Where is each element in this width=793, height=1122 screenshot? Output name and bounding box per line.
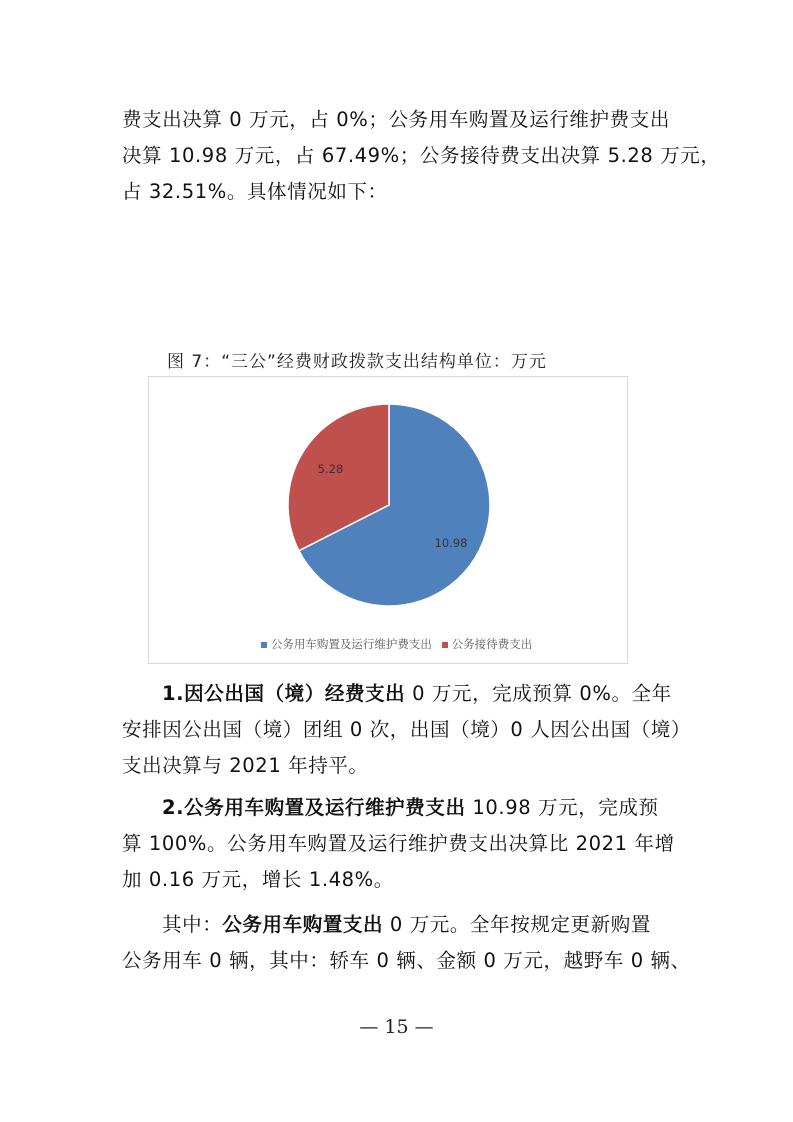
section-1-line-1-text: 0 万元，完成预算 0%。全年 [405, 682, 672, 705]
chart-frame [148, 376, 628, 664]
legend-swatch-reception [442, 642, 448, 648]
section-1-paragraph [122, 676, 692, 784]
intro-paragraph [122, 102, 721, 210]
intro-line-3: 占 32.51%。具体情况如下： [122, 180, 388, 203]
pie-label-1: 5.28 [317, 462, 344, 477]
chart-legend [0, 636, 793, 652]
section-3-line-2: 公务用车 0 辆，其中：轿车 0 辆、金额 0 万元，越野车 0 辆、 [122, 949, 691, 972]
pie-label-0: 10.98 [434, 536, 468, 551]
legend-item-vehicle [261, 637, 436, 651]
section-3-heading: 公务用车购置支出 [222, 913, 384, 936]
section-2-paragraph [122, 790, 675, 898]
section-1-line-2: 安排因公出国（境）团组 0 次，出国（境）0 人因公出国（境） [122, 718, 692, 741]
intro-line-2: 决算 10.98 万元，占 67.49%；公务接待费支出决算 5.28 万元， [122, 144, 721, 167]
intro-line-1: 费支出决算 0 万元，占 0%；公务用车购置及运行维护费支出 [122, 108, 670, 131]
section-2-line-3: 加 0.16 万元，增长 1.48%。 [122, 868, 394, 891]
section-2-line-1 [122, 790, 672, 826]
legend-label-reception: 公务接待费支出 [451, 637, 533, 651]
section-1-heading: 1.因公出国（境）经费支出 [162, 682, 406, 705]
section-1-line-3: 支出决算与 2021 年持平。 [122, 754, 369, 777]
section-1-line-1 [122, 676, 672, 712]
page-number: — 15 — [359, 1016, 434, 1038]
section-2-heading: 2.公务用车购置及运行维护费支出 [162, 796, 466, 819]
section-3-line-1 [122, 907, 672, 943]
section-3-line-1-text: 0 万元。全年按规定更新购置 [383, 913, 651, 936]
legend-item-reception [442, 637, 533, 651]
section-2-line-2: 算 100%。公务用车购置及运行维护费支出决算比 2021 年增 [122, 832, 675, 855]
figure-caption: 图 7：“三公”经费财政拨款支出结构单位：万元 [167, 352, 547, 372]
legend-label-vehicle: 公务用车购置及运行维护费支出 [270, 637, 432, 651]
legend-swatch-vehicle [261, 642, 267, 648]
section-3-paragraph [122, 907, 691, 979]
pie-chart [149, 377, 629, 665]
section-2-line-1-text: 10.98 万元，完成预 [465, 796, 659, 819]
section-3-prefix: 其中： [162, 913, 223, 936]
